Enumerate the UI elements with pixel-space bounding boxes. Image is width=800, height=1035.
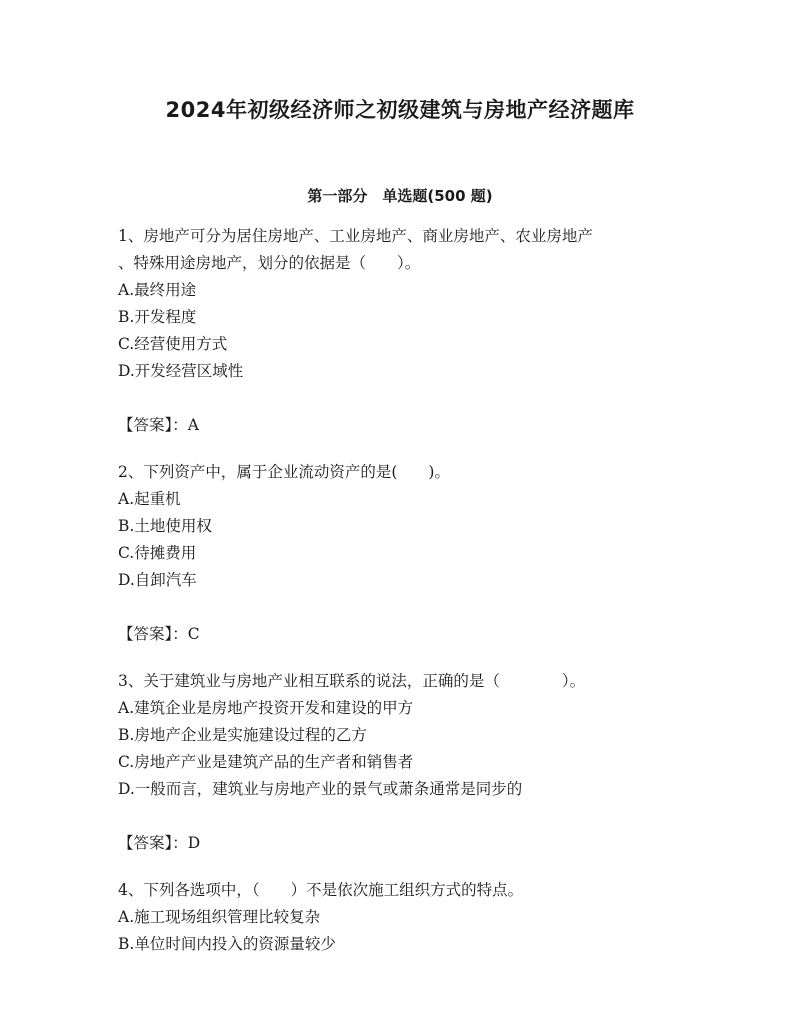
option-b: B.开发程度	[118, 308, 197, 326]
answer-label: 【答案】：	[118, 416, 188, 434]
answer-value: A	[187, 416, 199, 434]
answer-value: D	[187, 834, 201, 852]
question-3	[118, 668, 688, 857]
question-stem	[118, 223, 688, 277]
question-stem	[118, 877, 688, 904]
option-d: D.自卸汽车	[118, 571, 197, 589]
option-a: A.起重机	[118, 490, 181, 508]
stem-line: 1、房地产可分为居住房地产、工业房地产、商业房地产、农业房地产	[118, 227, 593, 245]
question-stem	[118, 459, 688, 486]
answer-label: 【答案】：	[118, 834, 188, 852]
option-b: B.房地产企业是实施建设过程的乙方	[118, 726, 367, 744]
answer-line	[118, 412, 688, 439]
option-c: C.待摊费用	[118, 544, 197, 562]
question-2	[118, 459, 688, 648]
option-a: A.施工现场组织管理比较复杂	[118, 908, 321, 926]
option-b: B.单位时间内投入的资源量较少	[118, 935, 336, 953]
option-list	[118, 277, 688, 385]
section-title: 第一部分 单选题(500 题)	[307, 187, 493, 205]
stem-line: 、特殊用途房地产，划分的依据是（ ）。	[118, 254, 421, 272]
answer-label: 【答案】：	[118, 625, 188, 643]
option-d: D.一般而言，建筑业与房地产业的景气或萧条通常是同步的	[118, 780, 523, 798]
stem-line: 3、关于建筑业与房地产业相互联系的说法，正确的是（ ）。	[118, 672, 586, 690]
answer-value: C	[187, 625, 200, 643]
answer-line	[118, 830, 688, 857]
question-1	[118, 223, 688, 439]
option-list	[118, 904, 688, 958]
stem-line: 4、下列各选项中，（ ）不是依次施工组织方式的特点。	[118, 881, 524, 899]
option-d: D.开发经营区域性	[118, 362, 244, 380]
option-c: C.房地产产业是建筑产品的生产者和销售者	[118, 753, 414, 771]
question-stem	[118, 668, 688, 695]
option-b: B.土地使用权	[118, 517, 212, 535]
option-a: A.最终用途	[118, 281, 197, 299]
document-title: 2024年初级经济师之初级建筑与房地产经济题库	[165, 98, 635, 122]
option-a: A.建筑企业是房地产投资开发和建设的甲方	[118, 699, 414, 717]
stem-line: 2、下列资产中，属于企业流动资产的是( )。	[118, 463, 450, 481]
option-list	[118, 486, 688, 594]
question-4	[118, 877, 688, 958]
option-c: C.经营使用方式	[118, 335, 228, 353]
option-list	[118, 695, 688, 803]
question-list	[118, 223, 688, 958]
answer-line	[118, 621, 688, 648]
